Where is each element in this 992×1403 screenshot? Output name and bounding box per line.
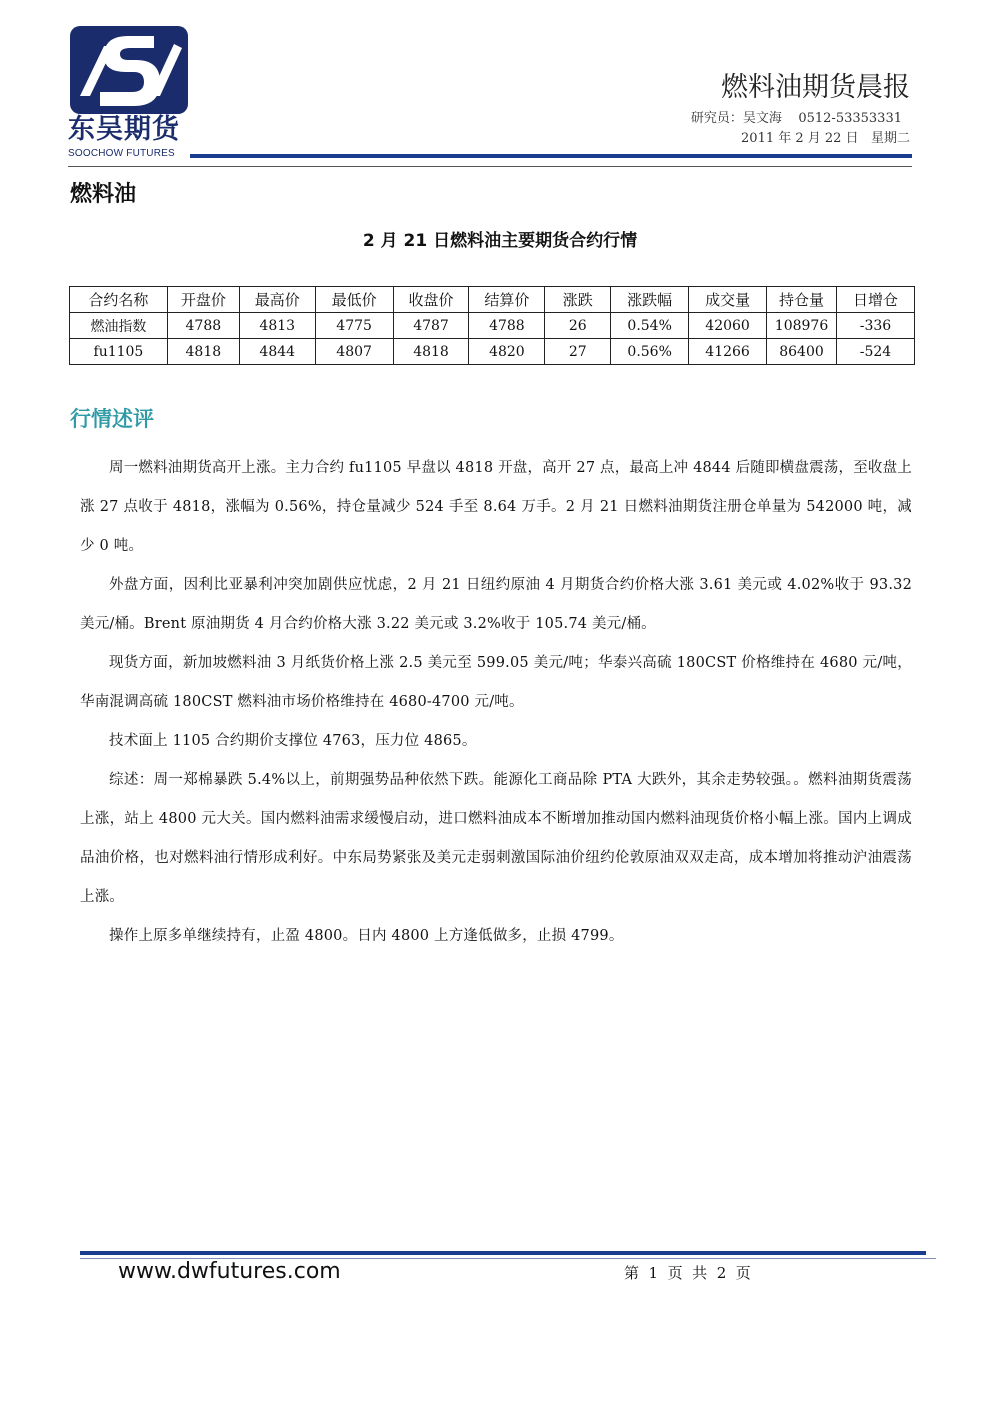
report-date: 2011 年 2 月 22 日 星期二: [741, 131, 910, 146]
paragraph: 综述：周一郑棉暴跌 5.4%以上，前期强势品种依然下跌。能源化工商品除 PTA 大跌外，其余走势较强。。燃料油期货震荡上涨，站上 4800 元大关。国内燃料油需求缓慢启动，进口燃料油成本不断增加推动国内燃料油现货价格小幅上涨。国内上调成品油价格，也对燃料油行情形成利好。中东局势紧张及美元走弱刺激国际油价纽约伦敦原油双双走高，成本增加将推动沪油震荡上涨。: [80, 772, 912, 905]
table-cell: 0.54%: [611, 313, 689, 339]
quotes-table: [69, 286, 915, 365]
commentary-body: [80, 449, 912, 956]
table-cell: 27: [545, 339, 611, 365]
table-title: 2 月 21 日燃料油主要期货合约行情: [362, 231, 638, 251]
column-header: 涨跌幅: [611, 287, 689, 313]
logo-chinese-name: 东吴期货: [68, 114, 180, 145]
company-logo: [68, 26, 192, 158]
table-cell: 4844: [239, 339, 315, 365]
table-row: [70, 339, 915, 365]
column-header: 开盘价: [167, 287, 239, 313]
table-cell: 4818: [393, 339, 469, 365]
table-cell: fu1105: [70, 339, 168, 365]
commentary-heading: 行情述评: [70, 407, 154, 431]
section-name: 燃料油: [70, 182, 137, 207]
column-header: 合约名称: [70, 287, 168, 313]
table-cell: -336: [836, 313, 914, 339]
report-title: 燃料油期货晨报: [721, 72, 910, 103]
column-header: 最低价: [315, 287, 393, 313]
table-cell: 41266: [689, 339, 767, 365]
paragraph: 现货方面，新加坡燃料油 3 月纸货价格上涨 2.5 美元至 599.05 美元/吨；华泰兴高硫 180CST 价格维持在 4680 元/吨，华南混调高硫 180CST 燃料油市场价格维持在 4680-4700 元/吨。: [80, 655, 912, 710]
table-cell: 86400: [767, 339, 837, 365]
table-cell: 4788: [167, 313, 239, 339]
table-cell: 4820: [469, 339, 545, 365]
column-header: 日增仓: [836, 287, 914, 313]
table-cell: 108976: [767, 313, 837, 339]
paragraph: 技术面上 1105 合约期价支撑位 4763，压力位 4865。: [109, 733, 477, 749]
table-cell: 42060: [689, 313, 767, 339]
table-header-row: [70, 287, 915, 313]
column-header: 持仓量: [767, 287, 837, 313]
table-cell: 4788: [469, 313, 545, 339]
logo-english-name: SOOCHOW FUTURES: [68, 148, 175, 159]
table-cell: 0.56%: [611, 339, 689, 365]
researcher-info: 研究员：吴文海 0512-53353331: [690, 111, 902, 126]
column-header: 最高价: [239, 287, 315, 313]
column-header: 结算价: [469, 287, 545, 313]
table-cell: 4787: [393, 313, 469, 339]
header-rule: [190, 154, 912, 158]
header-rule-thin: [68, 166, 912, 167]
table-cell: 燃油指数: [70, 313, 168, 339]
paragraph: 周一燃料油期货高开上涨。主力合约 fu1105 早盘以 4818 开盘，高开 27 点，最高上冲 4844 后随即横盘震荡，至收盘上涨 27 点收于 4818，涨幅为 0.56%，持仓量减少 524 手至 8.64 万手。2 月 21 日燃料油期货注册仓单量为 542000 吨，减少 0 吨。: [80, 460, 912, 554]
column-header: 成交量: [689, 287, 767, 313]
column-header: 涨跌: [545, 287, 611, 313]
paragraph: 操作上原多单继续持有，止盈 4800。日内 4800 上方逢低做多，止损 4799。: [109, 928, 624, 944]
website-link[interactable]: www.dwfutures.com: [118, 1259, 341, 1284]
column-header: 收盘价: [393, 287, 469, 313]
table-cell: 26: [545, 313, 611, 339]
paragraph: 外盘方面，因利比亚暴利冲突加剧供应忧虑，2 月 21 日纽约原油 4 月期货合约价格大涨 3.61 美元或 4.02%收于 93.32 美元/桶。Brent 原油期货 4 月合约价格大涨 3.22 美元或 3.2%收于 105.74 美元/桶。: [80, 577, 912, 632]
soochow-logo-icon: [70, 26, 188, 114]
page-number: 第 1 页 共 2 页: [624, 1264, 751, 1282]
table-cell: 4813: [239, 313, 315, 339]
table-cell: -524: [836, 339, 914, 365]
table-row: [70, 313, 915, 339]
footer-rule: [80, 1251, 926, 1255]
table-cell: 4807: [315, 339, 393, 365]
table-cell: 4818: [167, 339, 239, 365]
table-cell: 4775: [315, 313, 393, 339]
